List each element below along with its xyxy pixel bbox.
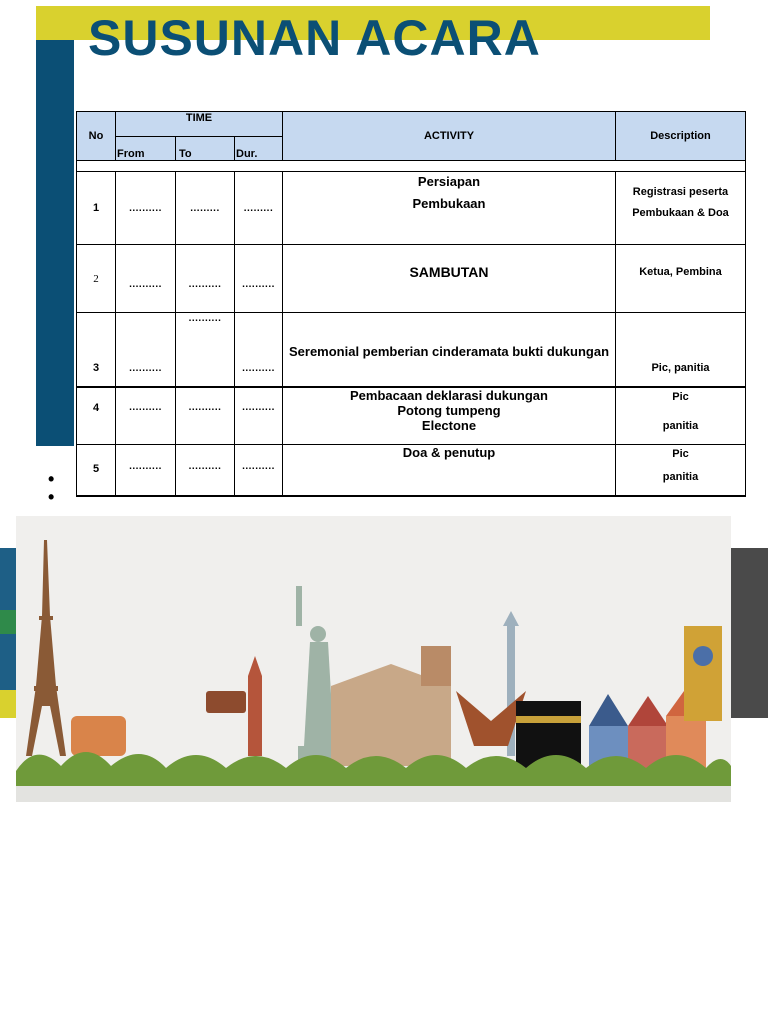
description-cell: [616, 313, 746, 387]
activity-line: Pembukaan: [412, 196, 486, 211]
bullet: •: [48, 487, 55, 507]
agenda-table: [76, 111, 746, 497]
activity-cell: [283, 445, 616, 496]
row-number: 4: [77, 387, 116, 445]
table-row: [77, 445, 746, 496]
clock-tower-icon: [684, 626, 722, 721]
time-to: ..........: [176, 445, 235, 496]
table-row: [77, 172, 746, 245]
activity-cell: [283, 172, 616, 245]
description-line: panitia: [662, 419, 699, 432]
description-line: Pembukaan & Doa: [632, 207, 729, 219]
description-line: Ketua, Pembina: [639, 266, 722, 278]
eiffel-tower-icon: [26, 540, 66, 756]
activity-line: SAMBUTAN: [409, 264, 489, 280]
time-from: ..........: [116, 313, 176, 387]
header-activity: ACTIVITY: [283, 112, 616, 161]
colonial-building-icon: [331, 646, 451, 766]
time-to: .........: [176, 172, 235, 245]
activity-line: Potong tumpeng: [397, 402, 501, 418]
time-from: ..........: [116, 445, 176, 496]
header-dur: Dur.: [235, 137, 283, 161]
activity-line: Seremonial pemberian cinderamata bukti dukungan: [288, 344, 610, 359]
bullet: •: [48, 469, 55, 489]
activity-line: Doa & penutup: [402, 445, 496, 460]
time-from: ..........: [116, 387, 176, 445]
time-from: ..........: [116, 172, 176, 245]
description-line: Registrasi peserta: [632, 186, 729, 198]
table-row: [77, 245, 746, 313]
description-line: Pic, panitia: [651, 361, 710, 374]
world-landmarks-illustration: [16, 516, 731, 802]
banner-footer: [16, 786, 731, 802]
header-time: TIME: [116, 112, 283, 137]
header-from: From: [116, 137, 176, 161]
activity-line: Persiapan: [417, 174, 481, 189]
sign-icon: [206, 691, 246, 713]
time-to: ..........: [176, 313, 235, 387]
bullet-list: [48, 470, 54, 506]
blue-accent-bar: [36, 40, 74, 446]
time-duration: ..........: [235, 387, 283, 445]
row-number: 2: [77, 245, 116, 313]
description-cell: [616, 245, 746, 313]
activity-cell: [283, 245, 616, 313]
tram-icon: [71, 716, 126, 756]
right-edge-photo: [731, 548, 768, 718]
time-from: ..........: [116, 245, 176, 313]
time-duration: ..........: [235, 313, 283, 387]
description-line: panitia: [662, 471, 699, 483]
activity-cell: [283, 387, 616, 445]
header-no: No: [77, 112, 116, 161]
activity-cell: [283, 313, 616, 387]
header-to: To: [176, 137, 235, 161]
description-cell: [616, 445, 746, 496]
table-row: [77, 387, 746, 445]
description-cell: [616, 172, 746, 245]
left-edge-yellow: [0, 690, 16, 718]
activity-line: Pembacaan deklarasi dukungan: [350, 387, 548, 403]
row-number: 1: [77, 172, 116, 245]
description-cell: [616, 387, 746, 445]
time-duration: .........: [235, 172, 283, 245]
foliage-band: [16, 752, 731, 786]
time-duration: ..........: [235, 445, 283, 496]
table-row: [77, 313, 746, 387]
garuda-icon: [456, 691, 526, 746]
row-number: 3: [77, 313, 116, 387]
time-duration: ..........: [235, 245, 283, 313]
time-to: ..........: [176, 245, 235, 313]
row-number: 5: [77, 445, 116, 496]
time-to: ..........: [176, 387, 235, 445]
left-edge-green: [0, 610, 16, 634]
description-line: Pic: [672, 448, 689, 460]
big-ben-icon: [248, 656, 262, 756]
description-line: Pic: [672, 390, 689, 403]
activity-line: Electone: [421, 417, 477, 433]
page-title: SUSUNAN ACARA: [88, 10, 541, 66]
header-description: Description: [616, 112, 746, 161]
